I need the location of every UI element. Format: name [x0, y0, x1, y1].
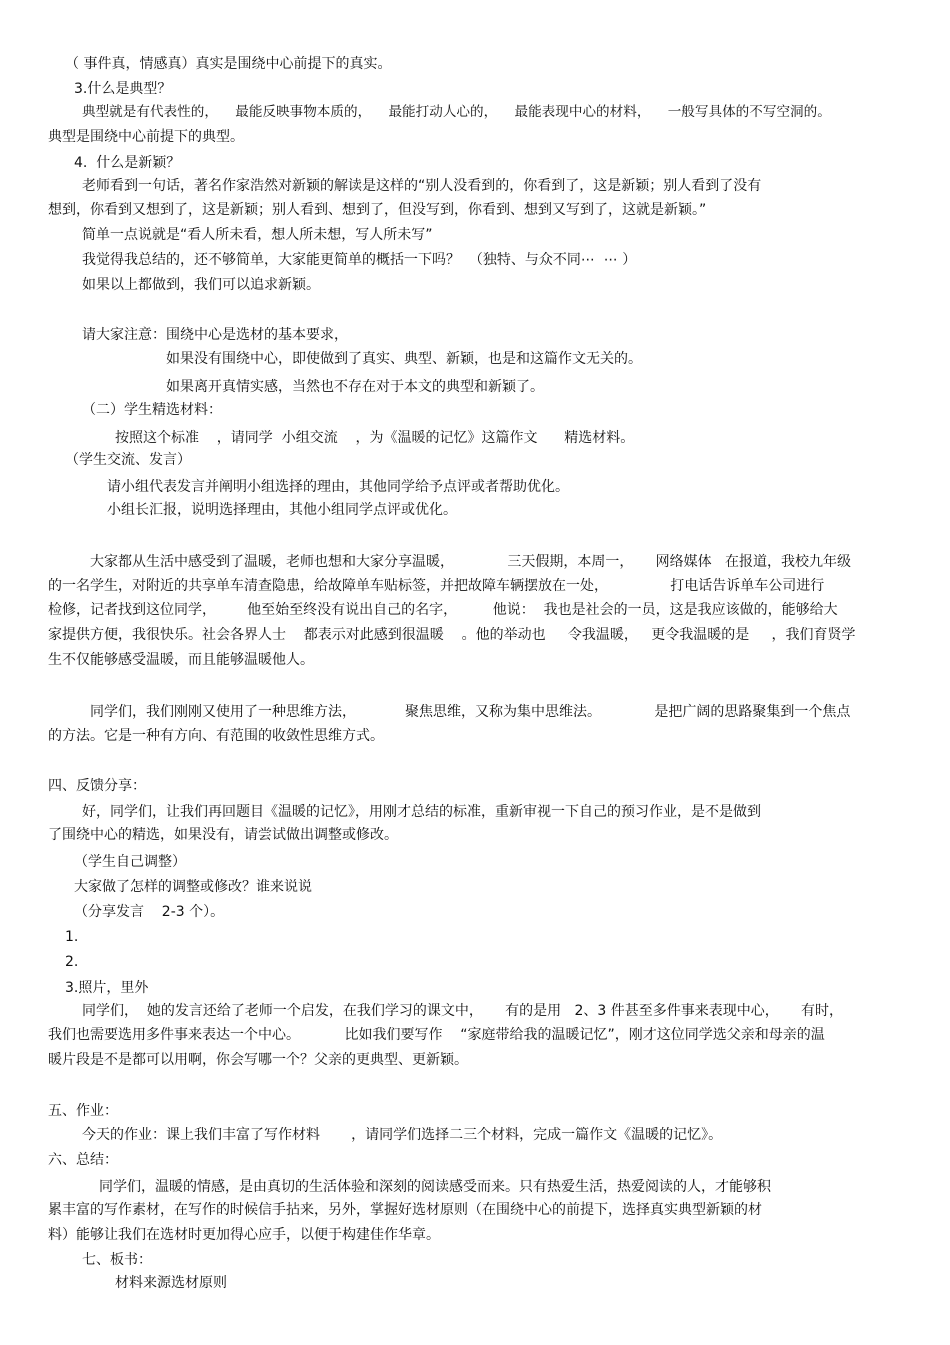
section-heading: 四、反馈分享：: [48, 778, 146, 794]
text-line: 了围绕中心的精选，如果没有，请尝试做出调整或修改。: [48, 827, 398, 843]
text-line: 请小组代表发言并阐明小组选择的理由，其他同学给予点评或者帮助优化。: [107, 479, 569, 495]
text-line: 如果没有围绕中心，即使做到了真实、典型、新颖，也是和这篇作文无关的。: [166, 351, 642, 367]
text-line: 按照这个标准 ，请同学 小组交流 ，为《温暖的记忆》这篇作文 精选材料。: [115, 430, 635, 446]
text-line: 老师看到一句话，著名作家浩然对新颖的解读是这样的“别人没看到的，你看到了，这是新颖；别人看到了没有: [82, 178, 762, 194]
section-heading: 六、总结：: [48, 1152, 118, 1168]
text-line: 材料来源选材原则: [115, 1275, 227, 1291]
text-line: （学生自己调整）: [74, 854, 186, 870]
text-line: 生不仅能够感受温暖，而且能够温暖他人。: [48, 652, 314, 668]
text-line: 如果以上都做到，我们可以追求新颖。: [82, 277, 320, 293]
text-line: 的方法。它是一种有方向、有范围的收敛性思维方式。: [48, 728, 384, 744]
text-line: 大家做了怎样的调整或修改？谁来说说: [74, 879, 312, 895]
section-heading: 五、作业：: [48, 1103, 118, 1119]
text-line: 暖片段是不是都可以用啊，你会写哪一个？父亲的更典型、更新颖。: [48, 1052, 468, 1068]
text-line: 如果离开真情实感，当然也不存在对于本文的典型和新颖了。: [166, 379, 544, 395]
text-line: 同学们， 她的发言还给了老师一个启发，在我们学习的课文中， 有的是用 2、3 件甚至多件事来表现中心， 有时，: [82, 1003, 844, 1019]
text-line: 同学们，温暖的情感，是由真切的生活体验和深刻的阅读感受而来。只有热爱生活，热爱阅读的人，才能够积: [99, 1179, 771, 1195]
text-line: 检修，记者找到这位同学， 他至始至终没有说出自己的名字， 他说： 我也是社会的一员，这是我应该做的，能够给大: [48, 602, 838, 618]
text-line: 简单一点说就是“看人所未看，想人所未想，写人所未写”: [82, 227, 433, 243]
text-line: （分享发言 2-3 个）。: [74, 904, 225, 920]
section-heading: 七、板书：: [82, 1252, 152, 1268]
text-line: 1.: [65, 929, 79, 945]
text-line: 大家都从生活中感受到了温暖，老师也想和大家分享温暖， 三天假期，本周一， 网络媒体 在报道，我校九年级: [90, 554, 852, 570]
text-line: 想到，你看到又想到了，这是新颖；别人看到、想到了，但没写到，你看到、想到又写到了，这就是新颖。”: [48, 202, 707, 218]
text-line: 4. 什么是新颖？: [74, 155, 181, 171]
text-line: 请大家注意：围绕中心是选材的基本要求，: [82, 327, 348, 343]
text-line: 2.: [65, 954, 79, 970]
text-line: （ 事件真，情感真）真实是围绕中心前提下的真实。: [65, 56, 392, 72]
text-line: 3.照片，里外: [65, 980, 149, 996]
text-line: 我们也需要选用多件事来表达一个中心。 比如我们要写作 “家庭带给我的温暖记忆”，刚才这位同学选父亲和母亲的温: [48, 1027, 825, 1043]
text-line: 小组长汇报，说明选择理由，其他小组同学点评或优化。: [107, 502, 457, 518]
text-line: 好，同学们，让我们再回题目《温暖的记忆》，用刚才总结的标准，重新审视一下自己的预习作业，是不是做到: [82, 804, 761, 820]
text-line: 3.什么是典型？: [74, 81, 172, 97]
text-line: 我觉得我总结的，还不够简单，大家能更简单的概括一下吗？ （独特、与众不同⋯ ⋯ ）: [82, 252, 637, 268]
text-line: 累丰富的写作素材，在写作的时候信手拈来，另外，掌握好选材原则（在围绕中心的前提下，选择真实典型新颖的材: [48, 1202, 762, 1218]
text-line: 典型就是有代表性的， 最能反映事物本质的， 最能打动人心的， 最能表现中心的材料， 一般写具体的不写空洞的。: [82, 104, 831, 120]
text-line: 家提供方便，我很快乐。社会各界人士 都表示对此感到很温暖 。他的举动也 令我温暖， 更令我温暖的是 ，我们育贤学: [48, 627, 856, 643]
text-line: 的一名学生，对附近的共享单车清查隐患，给故障单车贴标签，并把故障车辆摆放在一处， 打电话告诉单车公司进行: [48, 578, 825, 594]
text-line: 同学们，我们刚刚又使用了一种思维方法， 聚焦思维，又称为集中思维法。 是把广阔的思路聚集到一个焦点: [90, 704, 851, 720]
text-line: 今天的作业：课上我们丰富了写作材料 ，请同学们选择二三个材料，完成一篇作文《温暖的记忆》。: [82, 1127, 723, 1143]
text-line: 料）能够让我们在选材时更加得心应手，以便于构建佳作华章。: [48, 1227, 440, 1243]
text-line: （学生交流、发言）: [65, 452, 191, 468]
text-line: 典型是围绕中心前提下的典型。: [48, 129, 244, 145]
text-line: （二）学生精选材料：: [82, 402, 222, 418]
